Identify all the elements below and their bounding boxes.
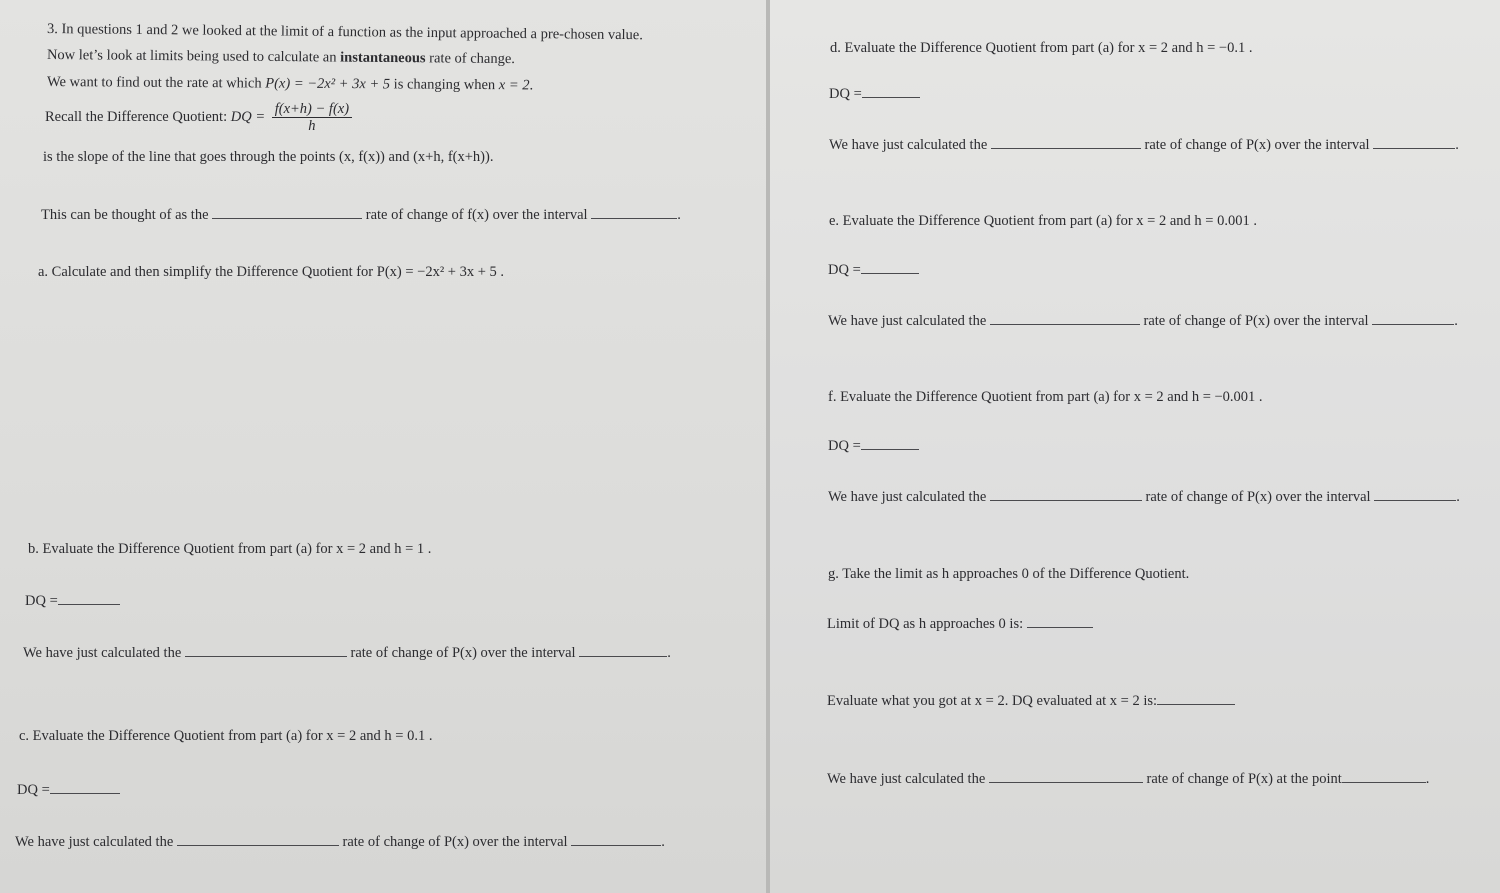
recall-dq-line: [45, 100, 352, 134]
dq-label: DQ =: [25, 593, 58, 609]
part-c-dq-line: [17, 781, 120, 799]
part-c-calc-line: [15, 833, 665, 851]
period: .: [1455, 137, 1459, 153]
intro-text-3a: We want to find out the rate at which: [46, 74, 266, 92]
answer-blank[interactable]: [185, 644, 347, 657]
intro-text-2b: rate of change.: [425, 50, 516, 68]
intro-line-3: [47, 73, 533, 94]
part-e-prompt: [829, 212, 1257, 230]
dq-label: DQ =: [828, 262, 861, 278]
dq-numerator: f(x+h) − f(x): [272, 101, 352, 118]
part-c-text: c. Evaluate the Difference Quotient from part (a) for x = 2 and h = 0.1 .: [19, 728, 433, 744]
answer-blank[interactable]: [1027, 615, 1093, 628]
answer-blank[interactable]: [991, 136, 1141, 149]
x-equals-2: x = 2: [498, 77, 530, 94]
calc-text-a: We have just calculated the: [829, 137, 988, 153]
answer-blank[interactable]: [990, 312, 1140, 325]
dq-label: DQ =: [828, 438, 861, 454]
answer-blank[interactable]: [50, 781, 120, 794]
answer-blank[interactable]: [1373, 136, 1455, 149]
answer-blank[interactable]: [1372, 312, 1454, 325]
part-e-dq-line: [828, 261, 919, 279]
part-a-text: a. Calculate and then simplify the Difference Quotient for P(x) = −2x² + 3x + 5 .: [38, 264, 505, 280]
dq-label: DQ =: [17, 782, 50, 798]
intro-text-1: 3. In questions 1 and 2 we looked at the limit of a function as the input approached a pre-chosen value.: [46, 21, 643, 44]
part-f-text: f. Evaluate the Difference Quotient from part (a) for x = 2 and h = −0.001 .: [828, 389, 1263, 405]
answer-blank[interactable]: [861, 261, 919, 274]
intro-text-3b: is changing when: [390, 76, 499, 94]
part-b-dq-line: [25, 592, 120, 610]
period: .: [1456, 489, 1460, 505]
part-g-text: g. Take the limit as h approaches 0 of the Difference Quotient.: [828, 566, 1190, 582]
calc-text-b: rate of change of P(x) over the interval: [1145, 489, 1371, 505]
part-g-prompt: [828, 565, 1189, 583]
answer-blank[interactable]: [571, 833, 661, 846]
calc-text-a: We have just calculated the: [828, 313, 987, 329]
point-text: rate of change of P(x) at the point: [1146, 771, 1342, 787]
period: .: [667, 645, 671, 661]
calc-text-b: rate of change of P(x) over the interval: [342, 834, 568, 850]
part-a-prompt: [38, 263, 504, 281]
part-d-prompt: [830, 39, 1252, 57]
part-d-text: d. Evaluate the Difference Quotient from part (a) for x = 2 and h = −0.1 .: [830, 40, 1253, 56]
part-b-prompt: [28, 540, 431, 558]
answer-blank[interactable]: [579, 644, 667, 657]
calc-text-a: We have just calculated the: [23, 645, 182, 661]
period: .: [677, 207, 681, 223]
intro-text-3c: .: [529, 77, 534, 94]
period: .: [661, 834, 665, 850]
dq-fraction: [272, 101, 352, 134]
thought-text-b: rate of change of f(x) over the interval: [365, 207, 588, 223]
dq-symbol: DQ =: [230, 109, 269, 125]
answer-blank[interactable]: [1342, 770, 1426, 783]
calc-text-b: rate of change of P(x) over the interval: [1144, 137, 1370, 153]
part-d-calc-line: [829, 136, 1459, 154]
limit-line: [827, 615, 1093, 633]
part-e-text: e. Evaluate the Difference Quotient from part (a) for x = 2 and h = 0.001 .: [829, 213, 1257, 229]
answer-blank[interactable]: [1374, 488, 1456, 501]
answer-blank[interactable]: [177, 833, 339, 846]
intro-line-2: [47, 46, 515, 68]
intro-line-1: [47, 20, 643, 44]
answer-blank[interactable]: [862, 85, 920, 98]
calc-text-a: We have just calculated the: [828, 489, 987, 505]
calc-text-a: We have just calculated the: [827, 771, 986, 787]
part-f-dq-line: [828, 437, 919, 455]
period: .: [1425, 771, 1430, 787]
intro-text-2a: Now let’s look at limits being used to calculate an: [46, 47, 341, 66]
answer-blank[interactable]: [990, 488, 1142, 501]
dq-label: DQ =: [829, 86, 862, 102]
part-e-calc-line: [828, 312, 1458, 330]
slope-text: is the slope of the line that goes through the points (x, f(x)) and (x+h, f(x+h)).: [43, 149, 494, 165]
point-calc-line: [827, 770, 1429, 788]
part-f-calc-line: [828, 488, 1460, 506]
part-b-calc-line: [23, 644, 671, 662]
answer-blank[interactable]: [591, 206, 677, 219]
right-worksheet-page: [770, 0, 1500, 893]
answer-blank[interactable]: [58, 592, 120, 605]
recall-label: Recall the Difference Quotient:: [45, 109, 231, 125]
part-d-dq-line: [829, 85, 920, 103]
part-c-prompt: [19, 727, 432, 745]
instantaneous-bold: instantaneous: [340, 49, 426, 67]
answer-blank[interactable]: [989, 770, 1143, 783]
calc-text-b: rate of change of P(x) over the interval: [350, 645, 576, 661]
evaluate-label: Evaluate what you got at x = 2. DQ evaluated at x = 2 is:: [827, 693, 1158, 709]
thought-line: [41, 206, 681, 224]
evaluate-line: [827, 692, 1235, 710]
period: .: [1454, 313, 1458, 329]
calc-text-b: rate of change of P(x) over the interval: [1143, 313, 1369, 329]
thought-text-a: This can be thought of as the: [41, 207, 209, 223]
answer-blank[interactable]: [212, 206, 362, 219]
calc-text-a: We have just calculated the: [15, 834, 174, 850]
answer-blank[interactable]: [1157, 692, 1235, 705]
limit-label: Limit of DQ as h approaches 0 is:: [827, 616, 1024, 632]
slope-line: [43, 148, 493, 166]
function-p: P(x) = −2x² + 3x + 5: [265, 75, 391, 93]
part-f-prompt: [828, 388, 1263, 406]
dq-denominator: h: [308, 118, 316, 135]
answer-blank[interactable]: [861, 437, 919, 450]
part-b-text: b. Evaluate the Difference Quotient from part (a) for x = 2 and h = 1 .: [28, 541, 432, 557]
